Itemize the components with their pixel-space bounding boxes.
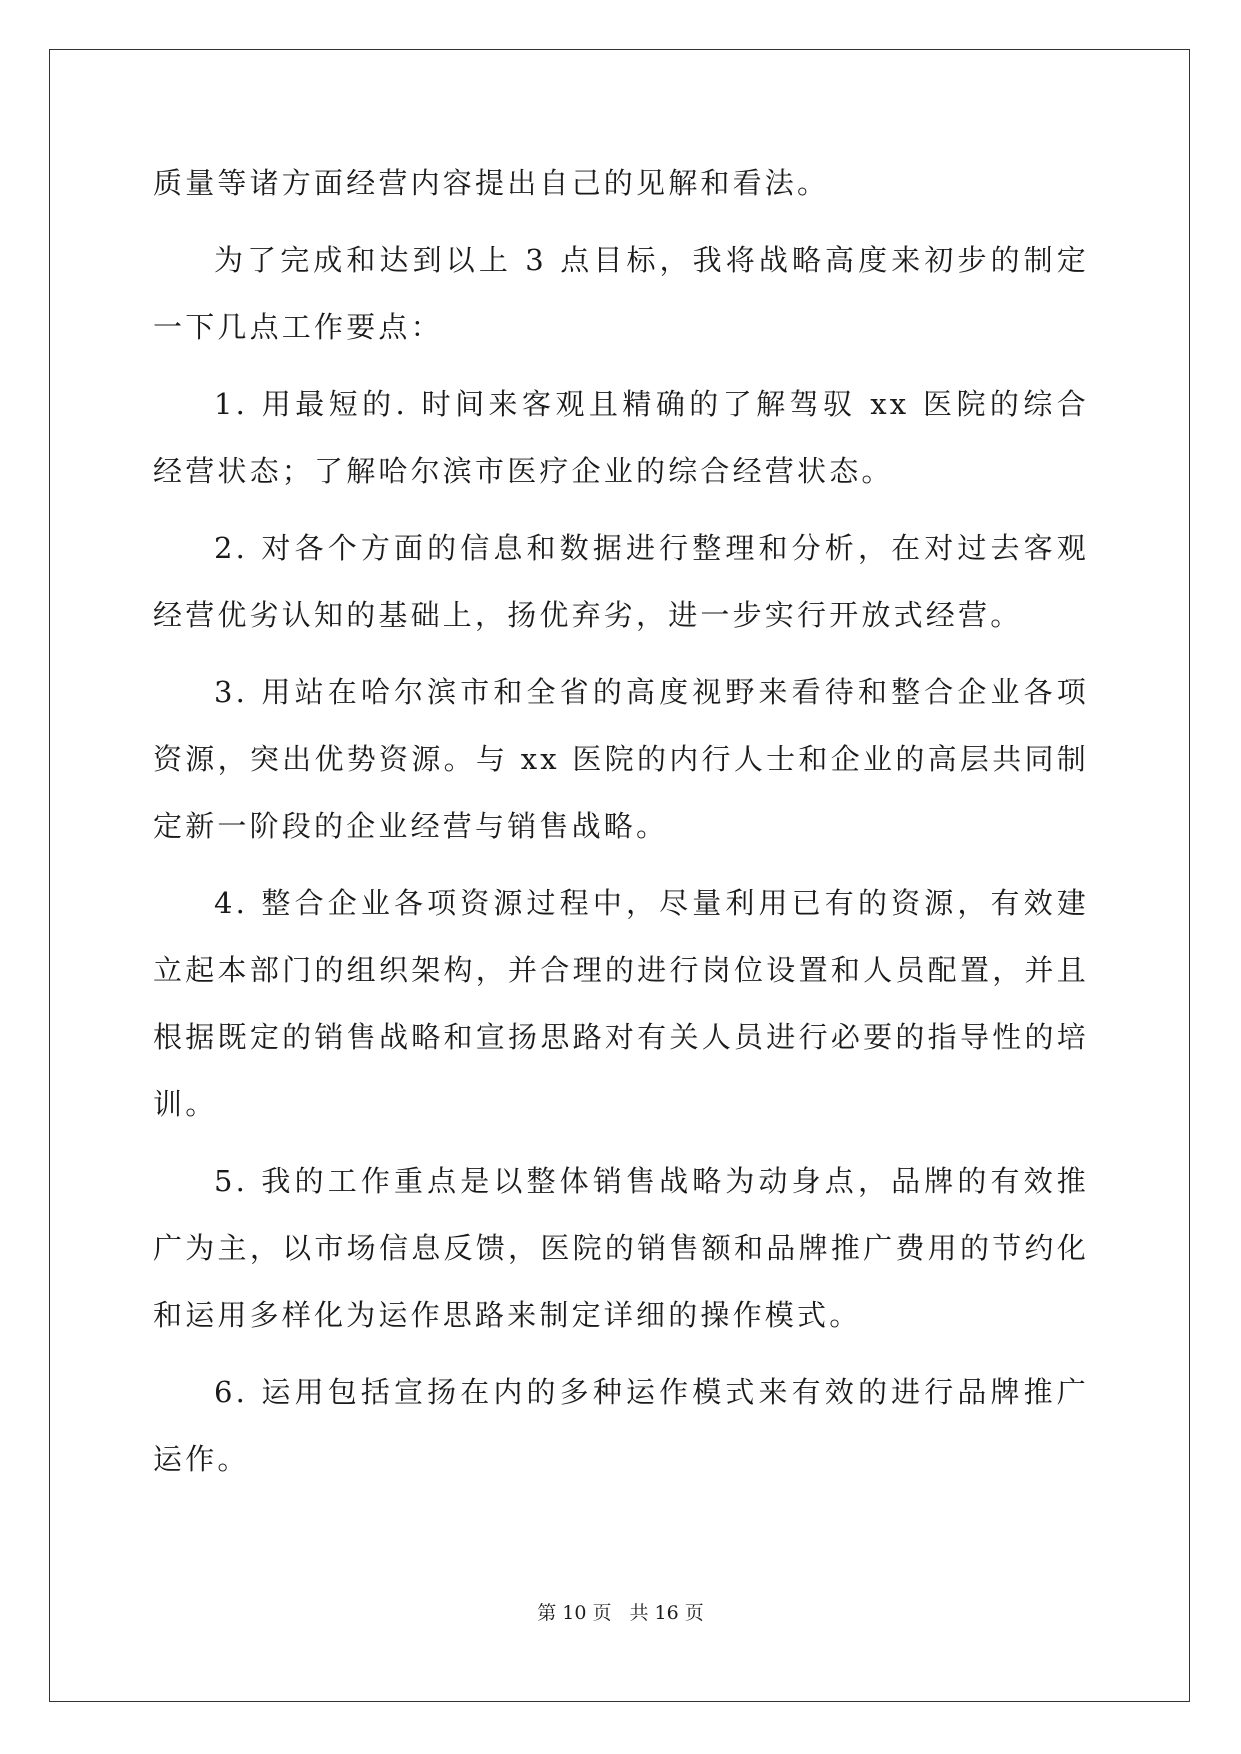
paragraph-5: 3. 用站在哈尔滨市和全省的高度视野来看待和整合企业各项资源，突出优势资源。与 xx 医院的内行人士和企业的高层共同制定新一阶段的企业经营与销售战略。 bbox=[153, 675, 1089, 843]
document-body bbox=[153, 150, 1089, 1503]
paragraph-3: 1. 用最短的. 时间来客观且精确的了解驾驭 xx 医院的综合经营状态；了解哈尔滨市医疗企业的综合经营状态。 bbox=[153, 387, 1089, 488]
page-total: 共 16 页 bbox=[629, 1602, 704, 1624]
paragraph-2: 为了完成和达到以上 3 点目标，我将战略高度来初步的制定一下几点工作要点： bbox=[153, 243, 1089, 344]
paragraph-7: 5. 我的工作重点是以整体销售战略为动身点，品牌的有效推广为主，以市场信息反馈，医院的销售额和品牌推广费用的节约化和运用多样化为运作思路来制定详细的操作模式。 bbox=[153, 1164, 1089, 1332]
paragraph-8: 6. 运用包括宣扬在内的多种运作模式来有效的进行品牌推广运作。 bbox=[153, 1375, 1089, 1476]
paragraph-1: 质量等诸方面经营内容提出自己的见解和看法。 bbox=[153, 166, 830, 200]
paragraph-6: 4. 整合企业各项资源过程中，尽量利用已有的资源，有效建立起本部门的组织架构，并合理的进行岗位设置和人员配置，并且根据既定的销售战略和宣扬思路对有关人员进行必要的指导性的培训。 bbox=[153, 886, 1089, 1121]
paragraph-4: 2. 对各个方面的信息和数据进行整理和分析，在对过去客观经营优劣认知的基础上，扬优弃劣，进一步实行开放式经营。 bbox=[153, 531, 1089, 632]
page-footer bbox=[0, 1598, 1241, 1625]
page-number: 第 10 页 bbox=[537, 1602, 612, 1624]
